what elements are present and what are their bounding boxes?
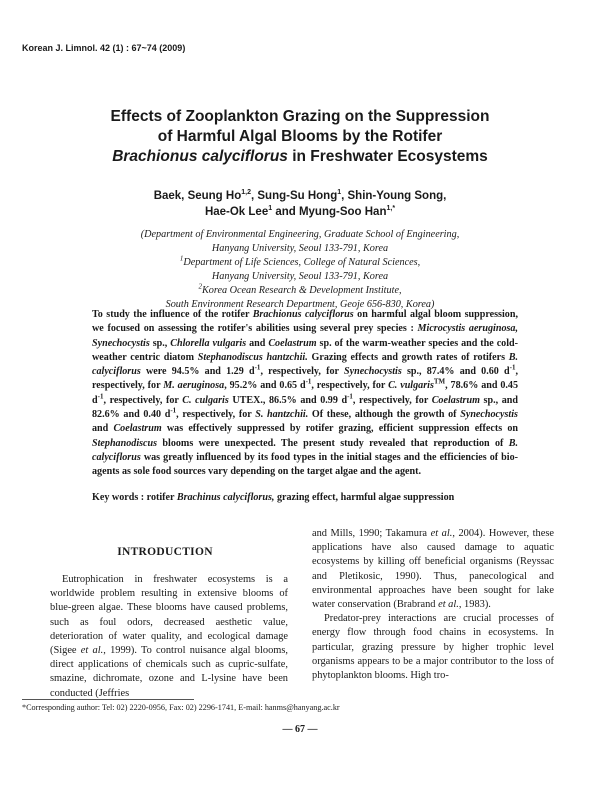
title-line-3 [0, 148, 600, 166]
affiliation-text: Department of Life Sciences, College of Natural Sciences, [183, 257, 421, 268]
affiliation-line: (Department of Environmental Engineering, Graduate School of Engineering, [140, 229, 460, 240]
paragraph: and Mills, 1990; Takamura et al., 2004). However, these applications have also caused damage to aquatic ecosystems by killing off beneficial organisms (Reyssac and Pletikosic, 1990). Thus, panecological and environmental approaches have been sought for lake water conservation (Brabrand et al., 1983). [312, 528, 555, 611]
footnote: *Corresponding author: Tel: 02) 2220-0956, Fax: 02) 2296-1741, E-mail: hanms@hanyang.ac.kr [22, 703, 340, 712]
body-column-left [50, 573, 288, 701]
section-heading-introduction: INTRODUCTION [117, 546, 213, 558]
affiliation-line: Hanyang University, Seoul 133-791, Korea [211, 271, 389, 282]
title-species: Brachionus calyciflorus [112, 148, 288, 165]
author-affil-mark: 1 [268, 205, 273, 213]
body-column-right [312, 527, 554, 683]
paragraph: Eutrophication in freshwater ecosystems is a worldwide problem resulting in extensive blooms of blue-green algae. These blooms have caused problems, such as foul odors, decreased aesthetic value, deterioration of water quality, and ecological damage (Sigee et al., 1999). To control nuisance algal blooms, direct applications of chemicals such as cupric-sulfate, smazine, dichromate, ozone and L-lysine have been conducted (Jeffries [50, 574, 288, 699]
title-line-1: Effects of Zooplankton Grazing on the Suppression [110, 108, 490, 125]
affiliation-line [0, 256, 600, 270]
journal-reference: Korean J. Limnol. 42 (1) : 67~74 (2009) [22, 43, 186, 53]
author-name: , Shin-Young Song, [341, 190, 447, 202]
keywords: Key words : rotifer Brachinus calyciflorus, grazing effect, harmful algae suppression [92, 492, 455, 503]
author-name: Hae-Ok Lee [204, 206, 269, 218]
paragraph: Predator-prey interactions are crucial processes of energy flow through food chains in ecosystems. In particular, grazing pressure by higher trophic level organisms appears to be a major contributor to the loss of phytoplankton blooms. High tro- [312, 613, 554, 682]
affiliation-mark: 2 [198, 282, 202, 291]
affiliation-mark: 1 [179, 254, 184, 263]
author-name: Baek, Seung Ho [153, 190, 242, 202]
author-name: , Sung-Su Hong [250, 190, 338, 202]
author-affil-mark: 1 [337, 189, 342, 197]
affiliation-line: Hanyang University, Seoul 133-791, Korea [211, 243, 389, 254]
affiliations [0, 228, 600, 312]
footnote-divider [22, 699, 194, 700]
authors-line-2 [0, 206, 600, 218]
affiliation-text: Korea Ocean Research & Development Institute, [201, 285, 402, 296]
page-number: — 67 — [282, 724, 318, 735]
author-name: and Myung-Soo Han [272, 206, 387, 218]
authors-line-1 [0, 190, 600, 202]
title-line-2: of Harmful Algal Blooms by the Rotifer [157, 128, 443, 145]
title-line-3-rest: in Freshwater Ecosystems [287, 148, 488, 165]
author-affil-mark: 1,2 [241, 189, 251, 197]
author-affil-mark: 1,* [386, 205, 396, 213]
abstract: To study the influence of the rotifer Brachionus calyciflorus on harmful algal bloom suppression, we focused on assessing the rotifer's abilities using several prey species : Microcystis aeruginosa, Synechocystis sp., Chlorella vulgaris and Coelastrum sp. of the warm-weather species and the cold-weather centric diatom Stephanodiscus hantzchii. Grazing effects and growth rates of rotifers B. calyciflorus were 94.5% and 1.29 $d^{-1}$, respectively, for Synechocystis sp., 87.4% and 0.60 $d^{-1}$, respectively, for M. aeruginosa, 95.2% and 0.65 $d^{-1}$, respectively, for C. vulgaris™, 78.6% and 0.45 $d^{-1}$, respectively, for C. culgaris UTEX., 86.5% and 0.99 $d^{-1}$, respectively, for Coelastrum sp., and 82.6% and 0.40 $d^{-1}$, respectively, for S. hantzchii. Of these, although the growth of Synechocystis and Coelastrum was effectively suppressed by rotifer grazing, efficient suppression effects on Stephanodiscus blooms were unexpected. The present study revealed that reproduction of B. calyciflorus was greatly influenced by its food types in the initial stages and the efficiencies of bio-agents as sole food sources vary depending on the target algae and the agent. [92, 309, 519, 478]
affiliation-line: South Environment Research Department, Geoje 656-830, Korea) [165, 299, 435, 310]
affiliation-line [0, 284, 600, 298]
